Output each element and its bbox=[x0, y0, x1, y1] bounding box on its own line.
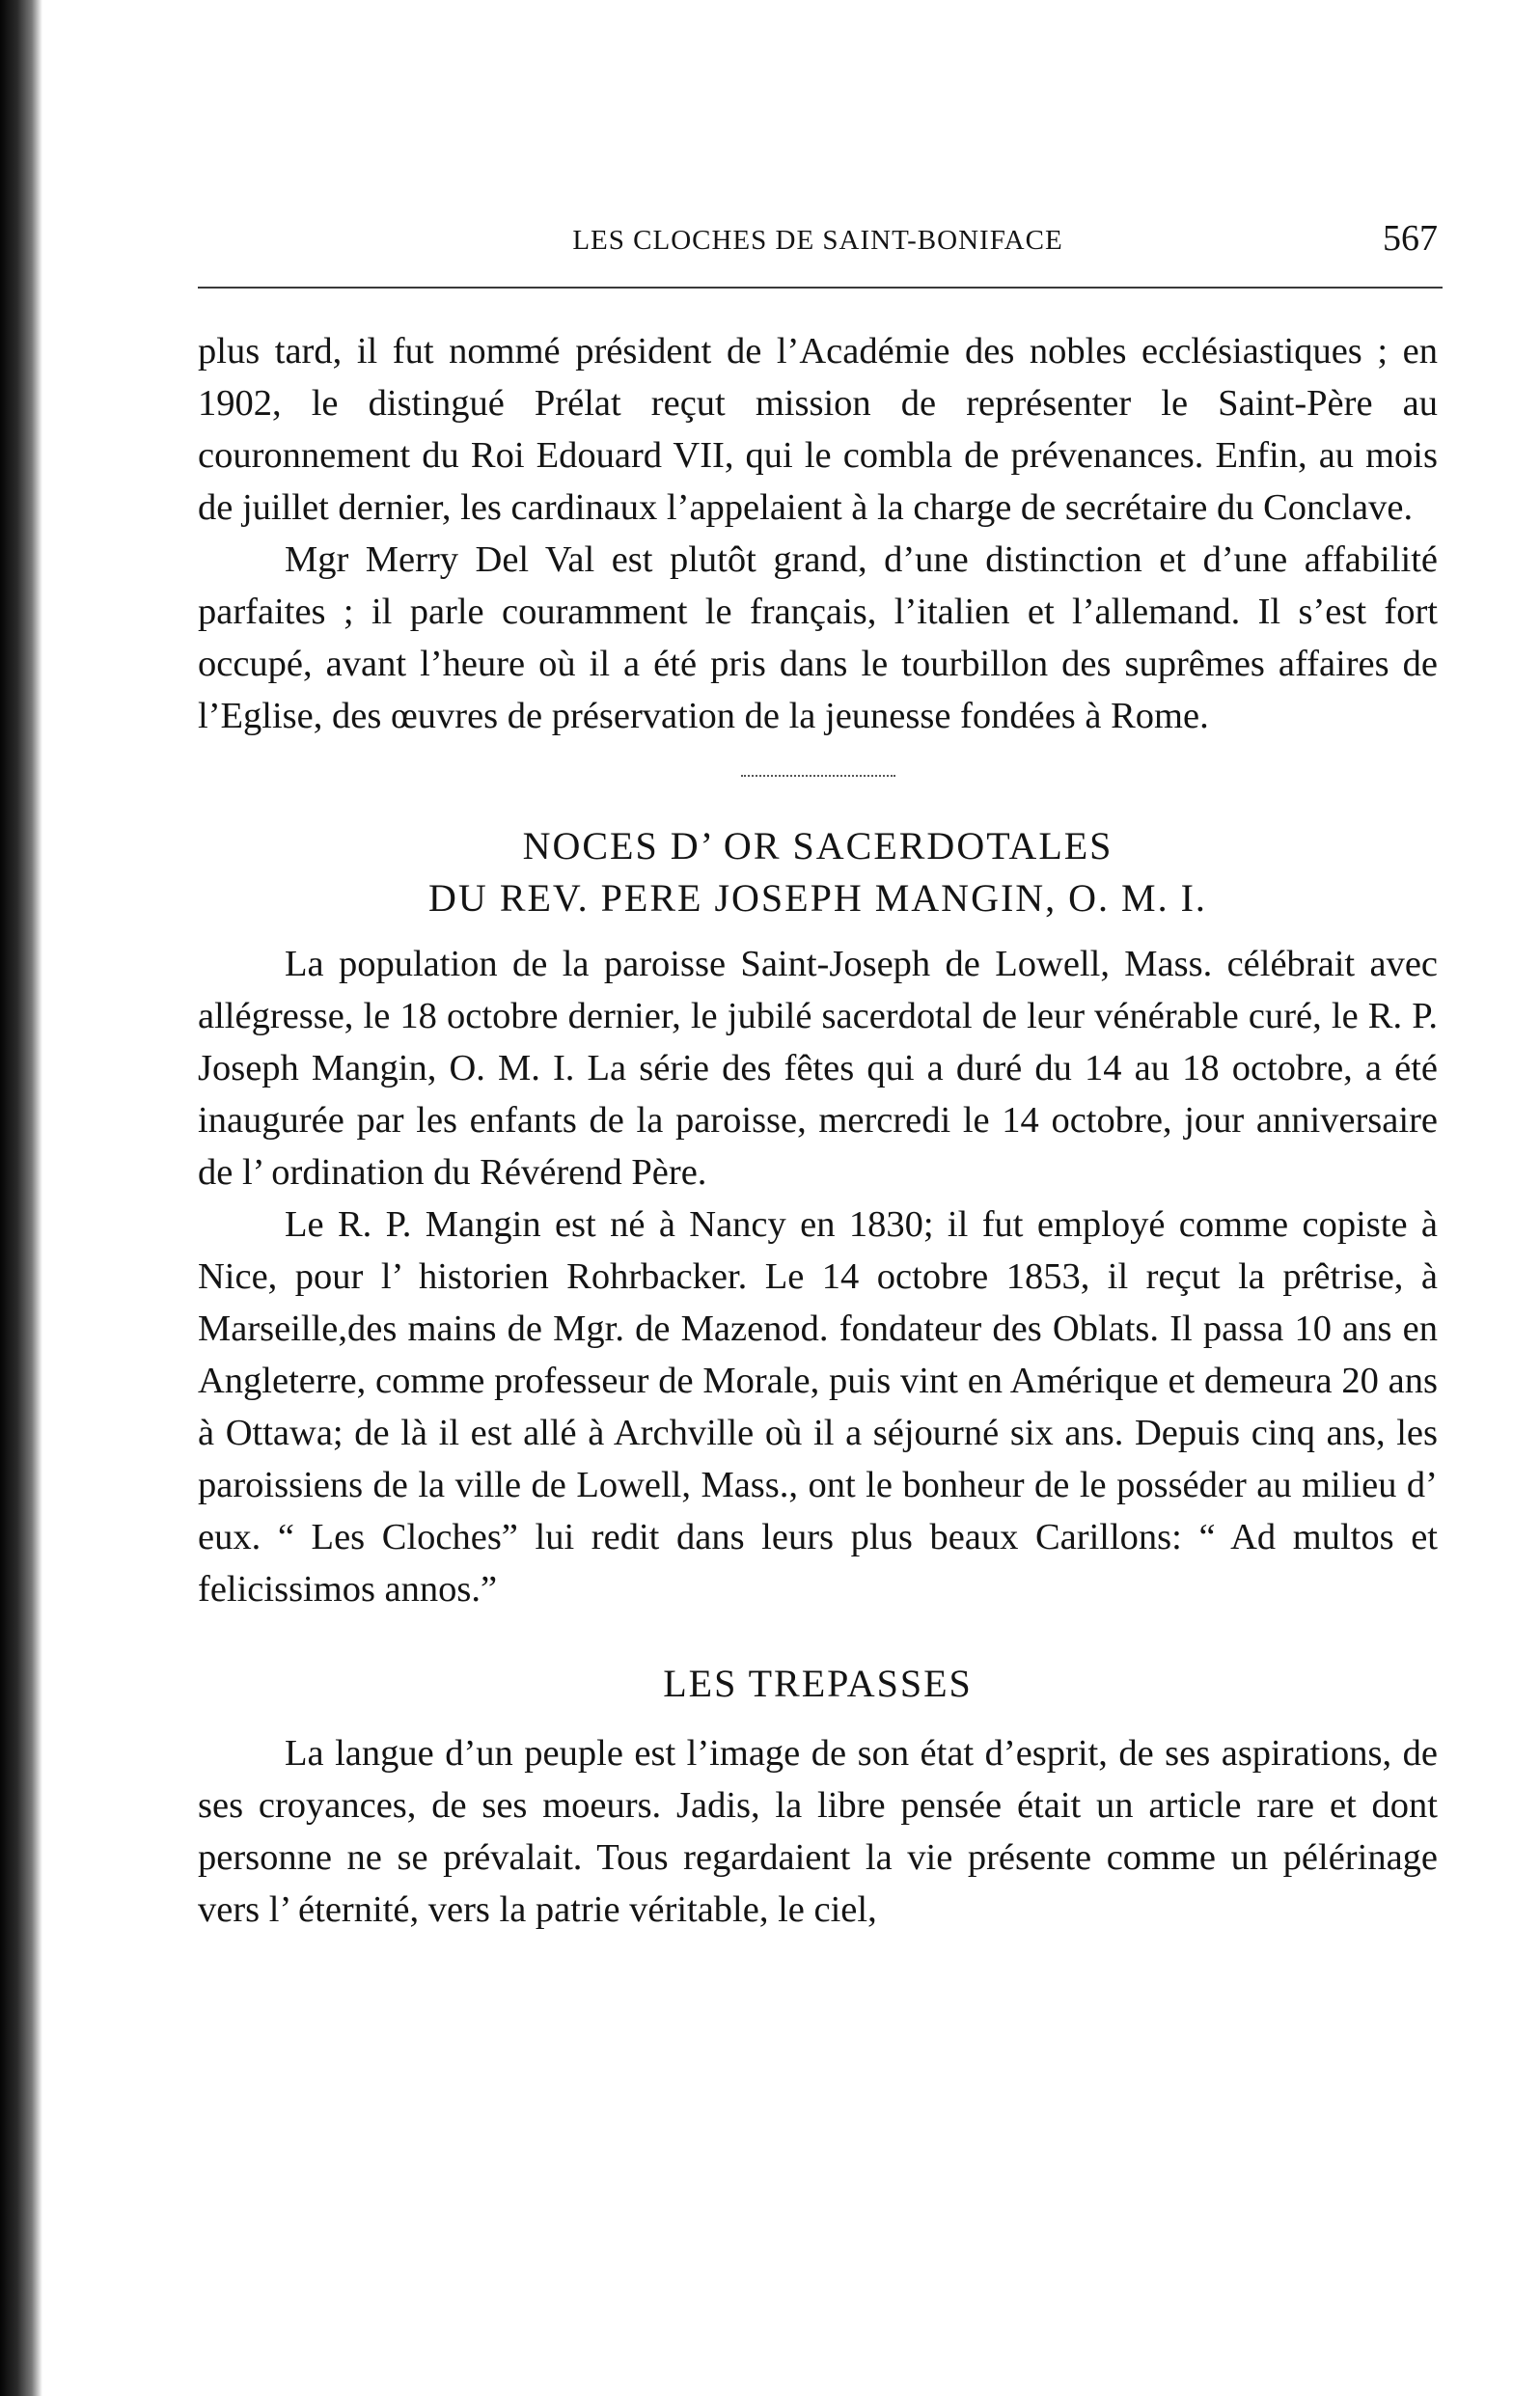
heading-line-2: DU REV. PERE JOSEPH MANGIN, O. M. I. bbox=[428, 876, 1207, 920]
heading-line-1: NOCES D’ OR SACERDOTALES bbox=[522, 824, 1114, 868]
document-page bbox=[198, 217, 1438, 1936]
running-header bbox=[198, 217, 1438, 275]
paragraph-trepasses: La langue d’un peuple est l’image de son état d’esprit, de ses aspirations, de ses croyances, de ses moeurs. Jadis, la libre pensée était un article rare et dont personne ne se prévalait. Tous regardaient la vie présente comme un pélérinage vers l’ éternité, vers la patrie véritable, le ciel, bbox=[198, 1733, 1438, 1930]
section-heading-trepasses: LES TREPASSES bbox=[663, 1662, 973, 1705]
paragraph-continued: plus tard, il fut nommé président de l’Académie des nobles ecclésiastiques ; en 1902, le distingué Prélat reçut mission de représenter le Saint-Père au couronnement du Roi Edouard VII, qui le combla de prévenances. Enfin, au mois de juillet dernier, les cardinaux l’appelaient à la charge de secrétaire du Conclave. bbox=[198, 331, 1438, 528]
section-heading-noces bbox=[198, 820, 1438, 924]
page-number: 567 bbox=[1383, 218, 1438, 259]
paragraph-merry-del-val: Mgr Merry Del Val est plutôt grand, d’une distinction et d’une affabilité parfaites ; il parle couramment le français, l’italien et l’allemand. Il s’est fort occupé, avant l’heure où il a été pris dans le tourbillon des suprêmes affaires de l’Eglise, des œuvres de préservation de la jeunesse fondées à Rome. bbox=[198, 539, 1438, 736]
paragraph-jubile: La population de la paroisse Saint-Joseph de Lowell, Mass. célébrait avec allégresse, le 18 octobre dernier, le jubilé sacerdotal de leur vénérable curé, le R. P. Joseph Mangin, O. M. I. La série des fêtes qui a duré du 14 au 18 octobre, a été inaugurée par les enfants de la paroisse, mercredi le 14 octobre, jour anniversaire de l’ ordination du Révérend Père. bbox=[198, 944, 1438, 1193]
running-title: LES CLOCHES DE SAINT-BONIFACE bbox=[572, 225, 1063, 256]
section-separator bbox=[741, 775, 895, 778]
header-rule bbox=[198, 287, 1443, 289]
binding-shadow bbox=[0, 0, 42, 2396]
paragraph-biographie: Le R. P. Mangin est né à Nancy en 1830; il fut employé comme copiste à Nice, pour l’ historien Rohrbacker. Le 14 octobre 1853, il reçut la prêtrise, à Marseille,des mains de Mgr. de Mazenod. fondateur des Oblats. Il passa 10 ans en Angleterre, comme professeur de Morale, puis vint en Amérique et demeura 20 ans à Ottawa; de là il est allé à Archville où il a séjourné six ans. Depuis cinq ans, les paroissiens de la ville de Lowell, Mass., ont le bonheur de le posséder au milieu d’ eux. “ Les Cloches” lui redit dans leurs plus beaux Carillons: “ Ad multos et felicissimos annos.” bbox=[198, 1204, 1438, 1610]
